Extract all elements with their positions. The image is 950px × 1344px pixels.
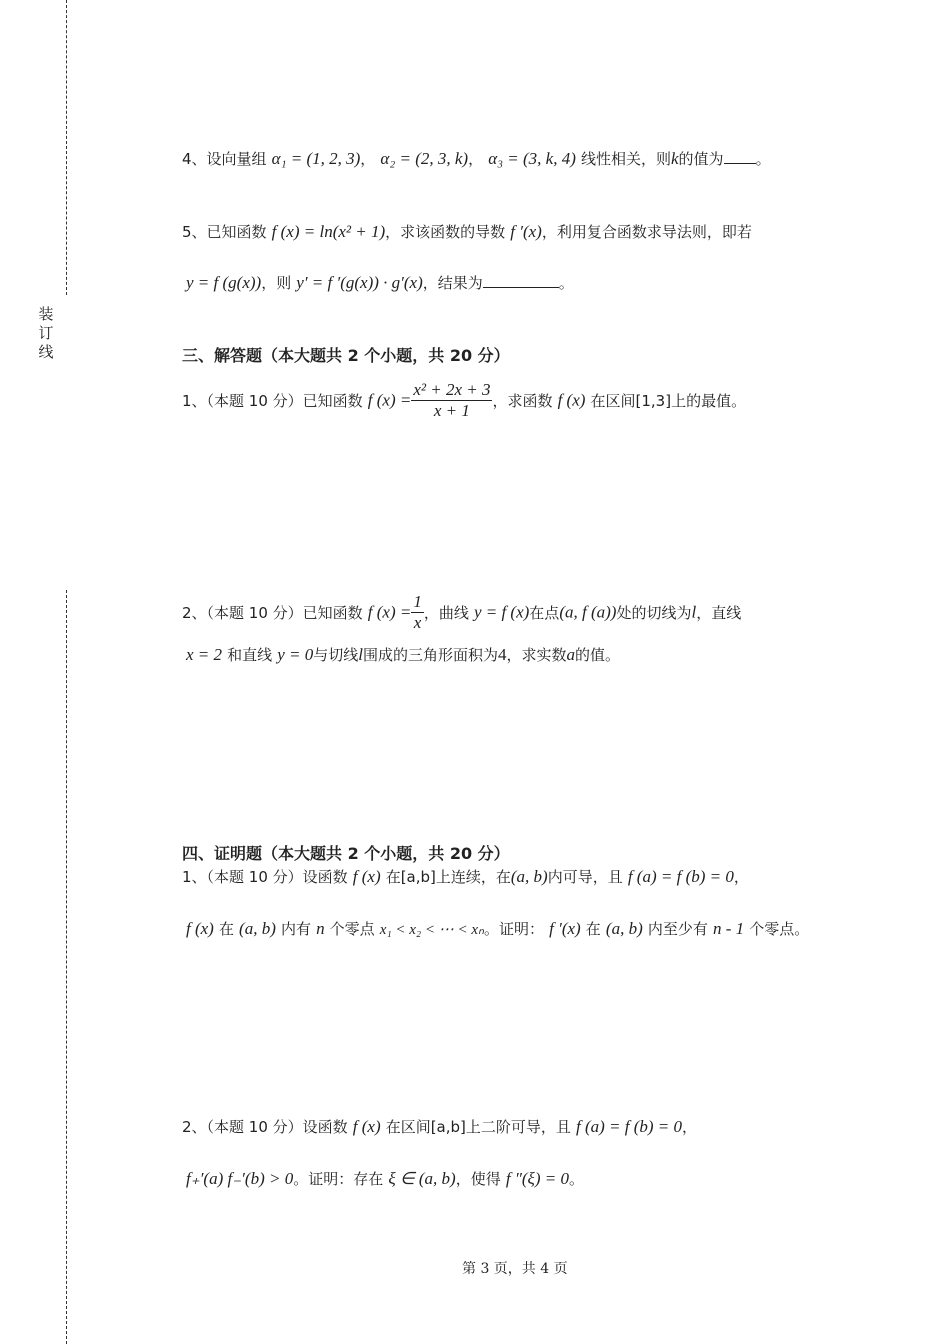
question-fill-5-line2: y = f (g(x))，则 y′ = f ′(g(x)) · g′(x)，结果为 。	[186, 273, 574, 292]
section-title-3: 三、解答题（本大题共 2 个小题，共 20 分）	[182, 346, 510, 365]
vector-alpha1: α₁ = (1, 2, 3)	[271, 149, 361, 168]
fraction: $\frac{1}{x}$	[413, 592, 422, 632]
binding-line-bottom	[66, 590, 67, 1344]
page-footer: 第 3 页，共 4 页	[462, 1261, 568, 1277]
binding-line-top	[66, 0, 67, 295]
answer-blank-q4[interactable]	[724, 151, 756, 164]
answer-blank-q5[interactable]	[483, 275, 559, 288]
vector-alpha3: α₃ = (3, k, 4)	[488, 149, 576, 168]
section-title-4: 四、证明题（本大题共 2 个小题，共 20 分）	[182, 844, 510, 863]
question-fill-5-line1: 5、已知函数 f (x) = ln(x² + 1)，求该函数的导数 f ′(x)，利用复合函数求导法则，即若	[182, 222, 752, 241]
vector-alpha2: α₂ = (2, 3, k)	[380, 149, 469, 168]
binding-label: 装订线	[38, 305, 54, 361]
section4-question-2-line2: f₊′(a) f₋′(b) > 0。证明：存在 ξ ∈ (a, b)，使得 f ″(ξ) = 0。	[186, 1169, 584, 1188]
fraction: $\frac{\text{x² + 2x + 3}}{x + 1}$	[413, 380, 491, 420]
question-fill-4: 4、设向量组 α₁ = (1, 2, 3)， α₂ = (2, 3, k)， α₃ = (3, k, 4) 线性相关，则k的值为 。	[182, 149, 771, 168]
section4-question-1-line2: f (x) 在 (a, b) 内有 n 个零点 x₁ < x₂ < ⋯ < xₙ。证明： f ′(x) 在 (a, b) 内至少有 n - 1 个零点。	[186, 919, 810, 938]
section3-question-1: 1、（本题 10 分）已知函数 f (x) = $\frac{\text{x² + 2x + 3}}{x + 1}$ ，求函数 f (x) 在区间[1,3]上的最值。	[182, 380, 747, 420]
function-ln: f (x) = ln(x² + 1)	[271, 222, 386, 241]
section4-question-2-line1: 2、（本题 10 分）设函数 f (x) 在区间[a,b]上二阶可导，且 f (a) = f (b) = 0，	[182, 1117, 698, 1136]
section3-question-2-line1: 2、（本题 10 分）已知函数 f (x) = $\frac{1}{x}$ ，曲线 y = f (x)在点(a, f (a))处的切线为l，直线	[182, 592, 742, 632]
section3-question-2-line2: x = 2 和直线 y = 0与切线l围成的三角形面积为4，求实数a的值。	[186, 645, 621, 664]
section4-question-1-line1: 1、（本题 10 分）设函数 f (x) 在[a,b]上连续，在(a, b)内可导，且 f (a) = f (b) = 0，	[182, 867, 749, 886]
